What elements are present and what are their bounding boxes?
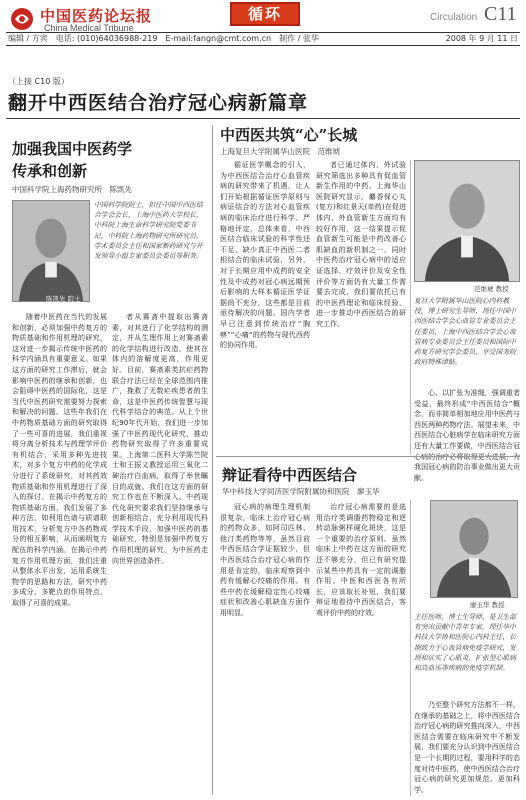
article3-photo-caption: 廖玉华 教授 [470, 601, 505, 609]
section-english: Circulation [430, 12, 478, 23]
masthead [0, 0, 526, 52]
article3-author-bio: 主任医师，博士生导师，是卫生部有突出贡献中青年专家，现任华中科技大学协和医院心内科主任，长期致力于心血管病免疫学研究，发现和证实了心肌炎、扩张型心肌病和高血压等疾病的免疫学机制。 [414, 613, 516, 673]
article1-title-line2: 传承和创新 [12, 162, 88, 180]
page-number: C11 [484, 3, 517, 25]
editor-contact: 编辑 / 方宾 电话: (010)64036988-219 E-mail:fangn@cmt.com.cn 制作 / 张华 [8, 34, 319, 43]
article1-author-bio: 中国科学院院士，担任中国中西医结合学会会长，上海中医药大学校长，中科院上海生命科学研究院党委书记，中科院上海药物研究所研究员，学术委员会主任和国家新药研究与开发领导小组专家委员会委员等职务。 [94, 201, 203, 261]
logo-english-text: China Medical Tribune [44, 23, 134, 33]
column-rule [410, 160, 411, 454]
article3-title: 辩证看待中西医结合 [222, 466, 358, 484]
headline-rule [6, 118, 520, 119]
issue-date: 2008 年 9 月 11 日 [445, 34, 518, 43]
article2-author: 上海复旦大学附属华山医院 范维琥 [220, 147, 340, 156]
column-divider [212, 125, 213, 795]
article1-body-col1: 随着中医药在当代的发展和创新，必须加强中药复方的物质基础和作用机理的研究，这对进一步揭示传统中医药的科学内涵具有重要意义。如果这方面的研究工作滞后，就会影响中医药的继承和创新，也会阻碍中医药的国际化，这是当代中医药研究需要努力探索和解决的问题。这些年我们在中药物质基础方面的研究取得了一些可喜的进展，我们重视将分离分析技术与药理学评价有机结合，采用多种先进技术，对多个复方中药的化学成分进行了系统研究，对其药效物质基础和作用机理进行了深入的探讨。在揭示中药复方的物质基础方面，我们发展了多种方法，如利用色谱与质谱联用技术，分析复方中各药物成分的相互影响，从而阐明复方配伍的科学内涵。在揭示中药复方作用机理方面，我们注重从整体水平出发，运用系统生物学的思路和方法，研究中药多成分、多靶点的作用特点，取得了可喜的成果。 [12, 313, 107, 608]
article2-body-col3: 心、以扩张为准绳，强调重者受益，最终形成“中西医结合”概念，而非简单相加地应用中医药与西医两种药物疗法。展望未来，中西医结合心脏病学在临床研究方面还有大量工作要做，中西医结合冠 我国冠心病的防治事业做出更大贡献。 [414, 389, 520, 482]
article1-title-line1: 加强我国中医药学 [12, 140, 133, 158]
article3-body-col3: 乃至整个研究方法都不一样，在继承的基础之上，将中西医结合治疗冠心病的研究推向深入，中西医结合需要在临床研究中不断发展，我们要充分认识到中西医结合是一个长期的过程，要用科学的态度对待中医药，使中西医结合治疗冠心病的研究更加规范、更加科学。 [414, 701, 520, 794]
article1-body-col2: 者从赛斋中提取出赛斋素，对其进行了化学结构的测定，并从生理作用上对赛斋素的化学结构进行改造，使其在体内的溶解度更高，作用更好。目前，赛斋素类抗疟药物联合疗法已经在全球范围内推广，挽救了无数疟疾患者的生命，这是中医药传统智慧与现代科学结合的典范。从上个世纪90年代开始，我们进一步加强了中医药现代化研究，推动药物研究取得了许多重要成果。上海第二医科大学陈竺院士和王振义教授运用三氧化二砷治疗白血病，取得了举世瞩目的成就。我们在这方面的研究工作也在不断深入。中药现代化研究要求我们坚持继承与创新相结合，充分利用现代科学技术手段，加强中医药的基础研究，特别是加强中药复方作用机理的研究，为中医药走向世界创造条件。 [112, 313, 208, 565]
article2-body-col1: 循证医学概念的引入，为中西医结合治疗心血管疾病的研究带来了机遇，让人们开始根据循证医学原则与病证结合的方法对心血管疾病的临床治疗进行科学、严格地评定，总体来看，中西医结合临床试验的科学性还不足，缺少真正中西医二者相结合的临床试验，另外，对于长期应用中成药的安全性及中成药对冠心病远期预后影响的大样本循证医学证据尚不充分，这些都是目前亟待解决的问题。国内学者早已注意到传统治疗“胸痹”“心痛“的药物与现代西药的协同作用。 [220, 161, 310, 350]
article2-author-bio: 复旦大学附属华山医院心内科教授，博士研究生导师，现任中国中西医结合学会心血管专业委员会主任委员，上海中西医结合学会心血管病专业委员会主任委员和国际中药复方研究学会委员，享受国务院政府特殊津贴。 [414, 297, 516, 367]
newspaper-logo [8, 4, 168, 34]
article1-photo-caption: 陈凯先 院士 [46, 295, 81, 303]
article3-body-col2: 治疗冠心病需要的是选用治疗类调脂药物稳定和逆转动脉粥样硬化斑块，这是一个重要的治疗原则。虽然临床上中药在这方面的研究还不够充分，但已有研究提示某些中药具有一定的调脂作用。中医和西医各有所长，应该取长补短，我们要辩证地看待中西医结合，客观评价中药的疗效。 [316, 503, 406, 617]
logo-emblem-icon [8, 6, 36, 32]
section-title: 循环 [247, 5, 282, 23]
article-separator [216, 456, 520, 457]
feature-headline: 翻开中西医结合治疗冠心病新篇章 [8, 92, 309, 114]
info-bar [6, 32, 520, 46]
article2-title: 中西医共筑“心”长城 [220, 126, 358, 144]
article3-author-photo [430, 500, 518, 598]
article3-body-col1: 冠心病的病理生理机制很复杂，临床上治疗冠心病的药物众多，如阿司匹林、他汀类药物等等，虽然目前中西医结合学证据较少，但中西医结合治疗冠心病的作用是肯定的，临床观察到中药有缓解心绞痛的作用。有些中药在缓解稳定性心绞痛症状和改善心肌缺血方面作用明显。 [220, 503, 310, 617]
article2-photo-caption: 范维琥 教授 [474, 285, 509, 293]
article2-author-photo [414, 160, 520, 282]
section-badge [230, 2, 300, 26]
article2-body-col2: 者已通过体内、外试验研究筛选出多种具有促血管新生作用的中药。上海华山医院研究显示，麝香保心丸(复方)和红景天(单药)在促进体内、外血管新生方面均有较好作用，这一结果提示促血管新生可能是中药改善心肌缺血的新机制之一，同时中医药治疗冠心病中的适应证选择、疗效评价及安全性评价等方面仍有大量工作需要去完成，我们要依托已有的中医药理论和临床经验，进一步推动中西医结合的研究工作。 [316, 161, 406, 328]
article3-author: 华中科技大学同济医学院附属协和医院 廖玉华 [222, 487, 380, 496]
column-rule [410, 500, 411, 796]
continued-note: （上接 C10 版） [8, 77, 69, 86]
article1-author: 中国科学院上海药物研究所 陈凯先 [12, 185, 132, 194]
logo-chinese-text: 中国医药论坛报 [40, 7, 153, 25]
article1-author-photo [12, 200, 90, 302]
